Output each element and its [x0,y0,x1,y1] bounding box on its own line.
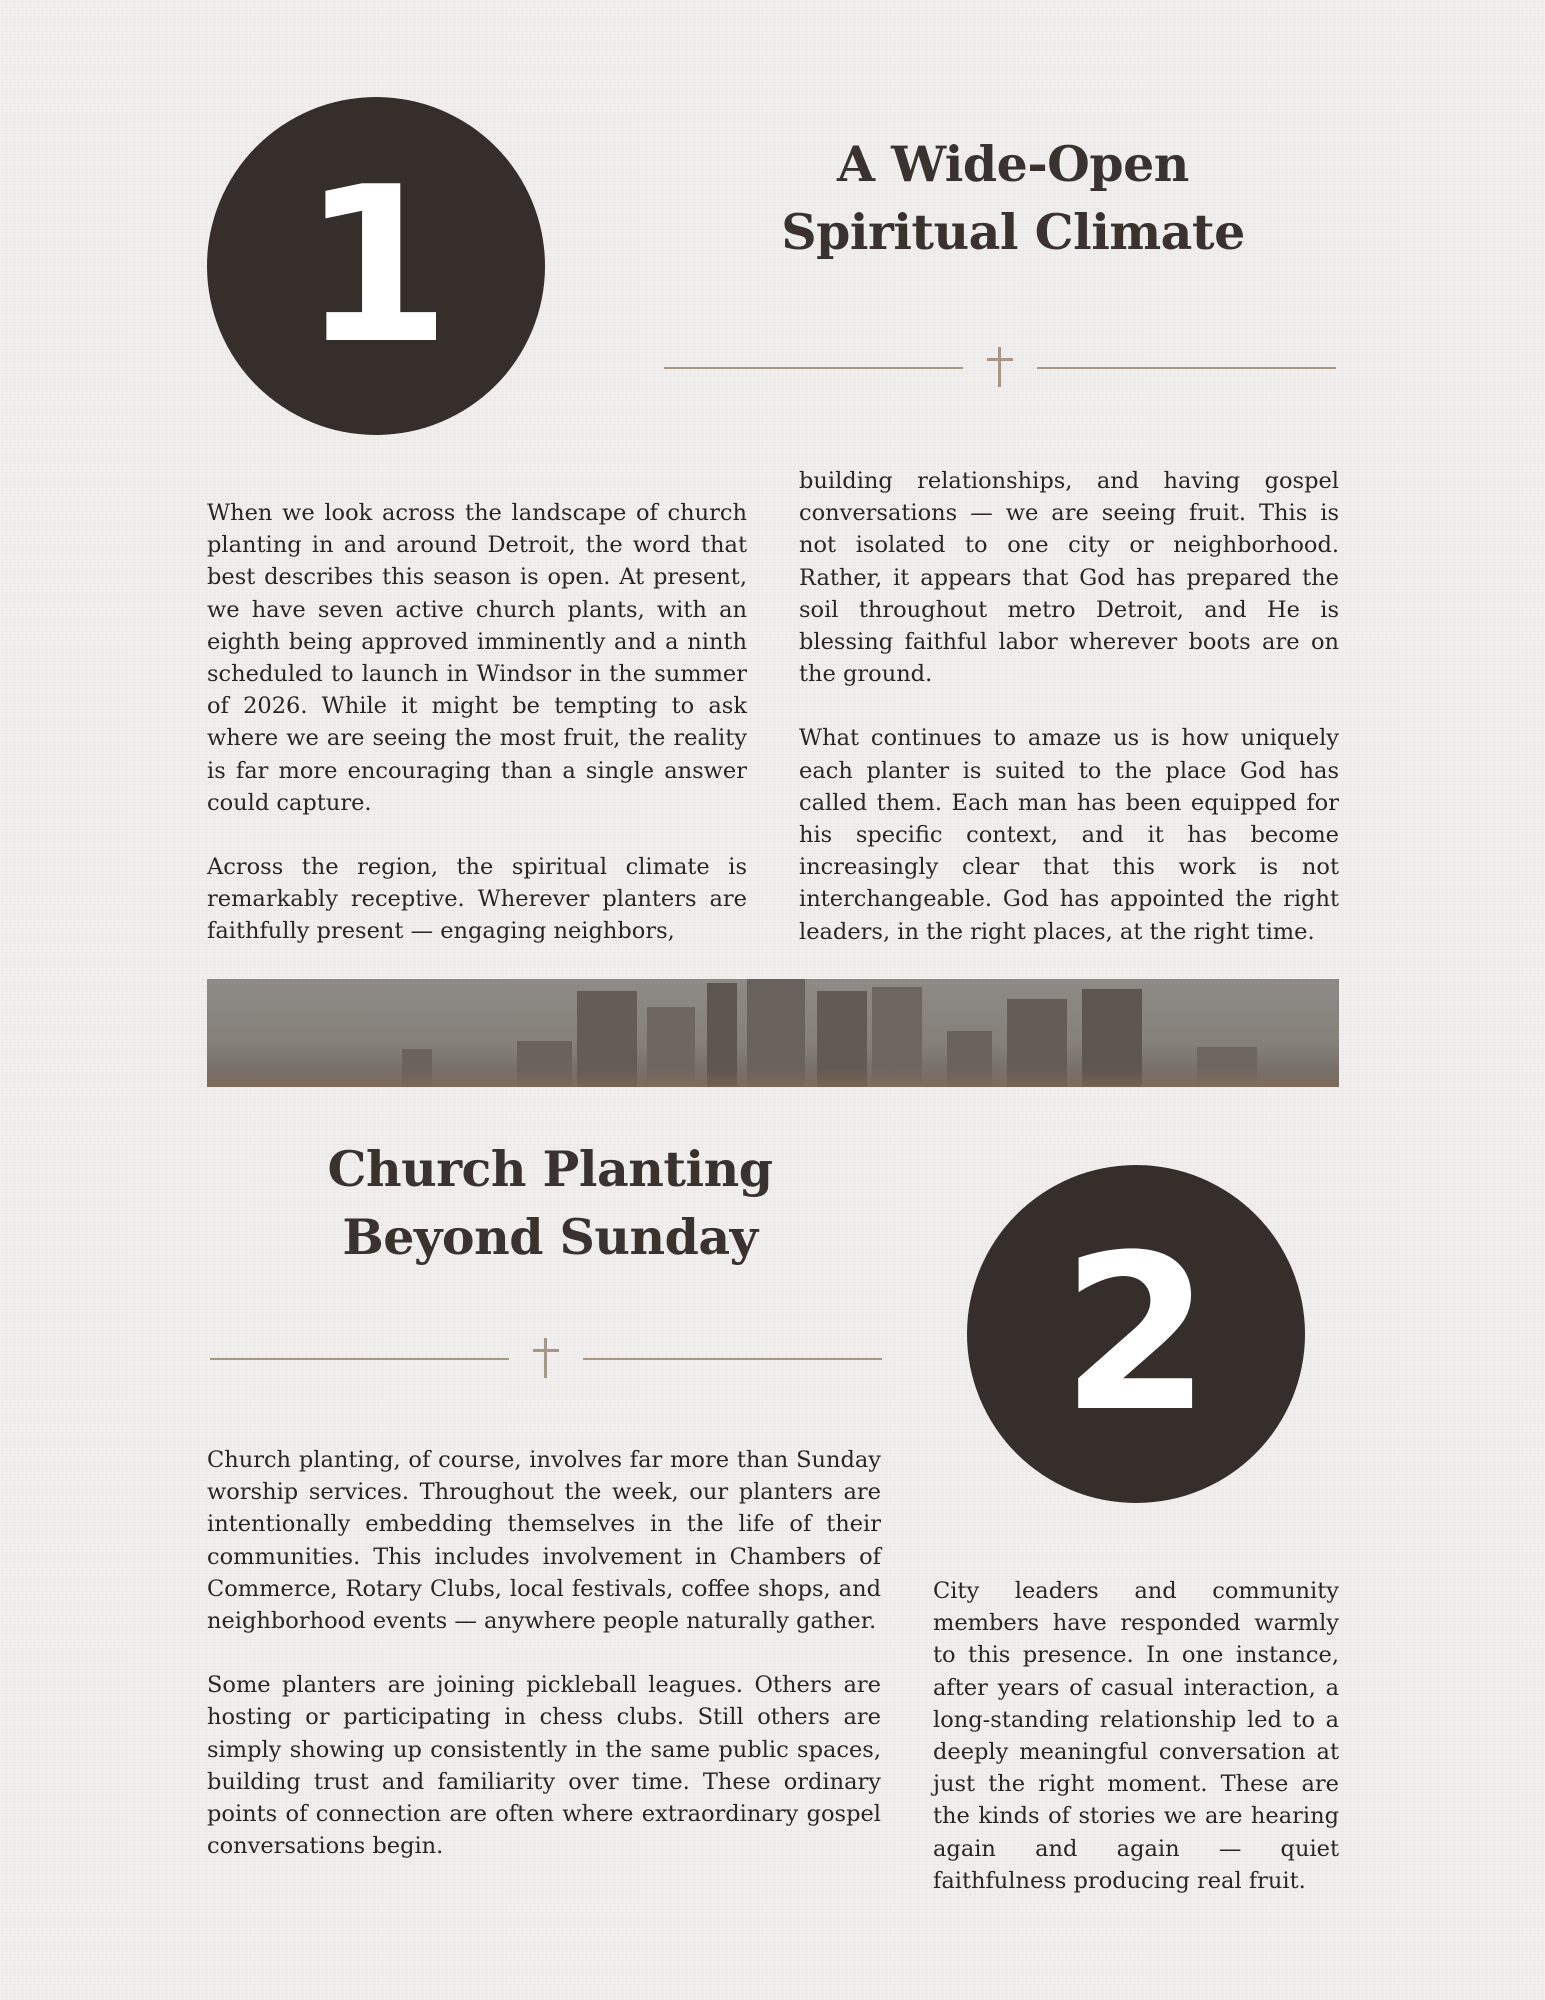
paragraph: Church planting, of course, involves far more than Sunday worship services. Throughout the week, our planters are intentionally embedding themselves in the life of their communities. This includes involvement in Chambers of Commerce, Rotary Clubs, local festivals, coffee shops, and neighborhood events — anywhere people naturally gather. [207,1447,881,1635]
section2-column-right [933,1575,1339,1897]
paragraph: building relationships, and having gospel conversations — we are seeing fruit. This is not isolated to one city or neighborhood. Rather, it appears that God has prepared the soil throughout metro Detroit, and He is blessing faithful labor wherever boots are on the ground. [799,468,1339,688]
cross-icon [532,1338,560,1378]
paragraph: Some planters are joining pickleball leagues. Others are hosting or participating in chess clubs. Still others are simply showing up consistently in the same public spaces, building trust and familiarity over time. These ordinary points of connection are often where extraordinary gospel conversations begin. [207,1672,881,1860]
heading-line: Church Planting [327,1140,773,1198]
section-heading-1 [660,130,1366,266]
heading-line: Spiritual Climate [781,203,1245,261]
heading-line: Beyond Sunday [342,1208,758,1266]
paragraph: What continues to amaze us is how uniquely each planter is suited to the place God has called them. Each man has been equipped for his specific context, and it has become increasingly clear that this work is not interchangeable. God has appointed the right leaders, in the right places, at the right time. [799,725,1339,945]
paragraph: Across the region, the spiritual climate is remarkably receptive. Wherever planters are faithfully present — engaging neighbors, [207,854,747,945]
paragraph: When we look across the landscape of church planting in and around Detroit, the word that best describes this season is open. At present, we have seven active church plants, with an eighth being approved imminently and a ninth scheduled to launch in Windsor in the summer of 2026. While it might be tempting to ask where we are seeing the most fruit, the reality is far more encouraging than a single answer could capture. [207,500,747,816]
section-heading-2 [210,1135,890,1271]
section-number-2: 2 [967,1165,1305,1503]
section-divider-2 [210,1338,882,1378]
section1-column-left [207,497,747,948]
paragraph: City leaders and community members have responded warmly to this presence. In one instance, after years of casual interaction, a long-standing relationship led to a deeply meaningful conversation at just the right moment. These are the kinds of stories we are hearing again and again — quiet faithfulness producing real fruit. [933,1578,1339,1894]
section1-column-right [799,465,1339,948]
cross-icon [986,347,1014,387]
section-number-1: 1 [207,97,545,435]
city-skyline-image [207,979,1339,1087]
heading-line: A Wide-Open [837,135,1189,193]
section-divider-1 [664,347,1336,387]
section2-column-left [207,1444,881,1862]
